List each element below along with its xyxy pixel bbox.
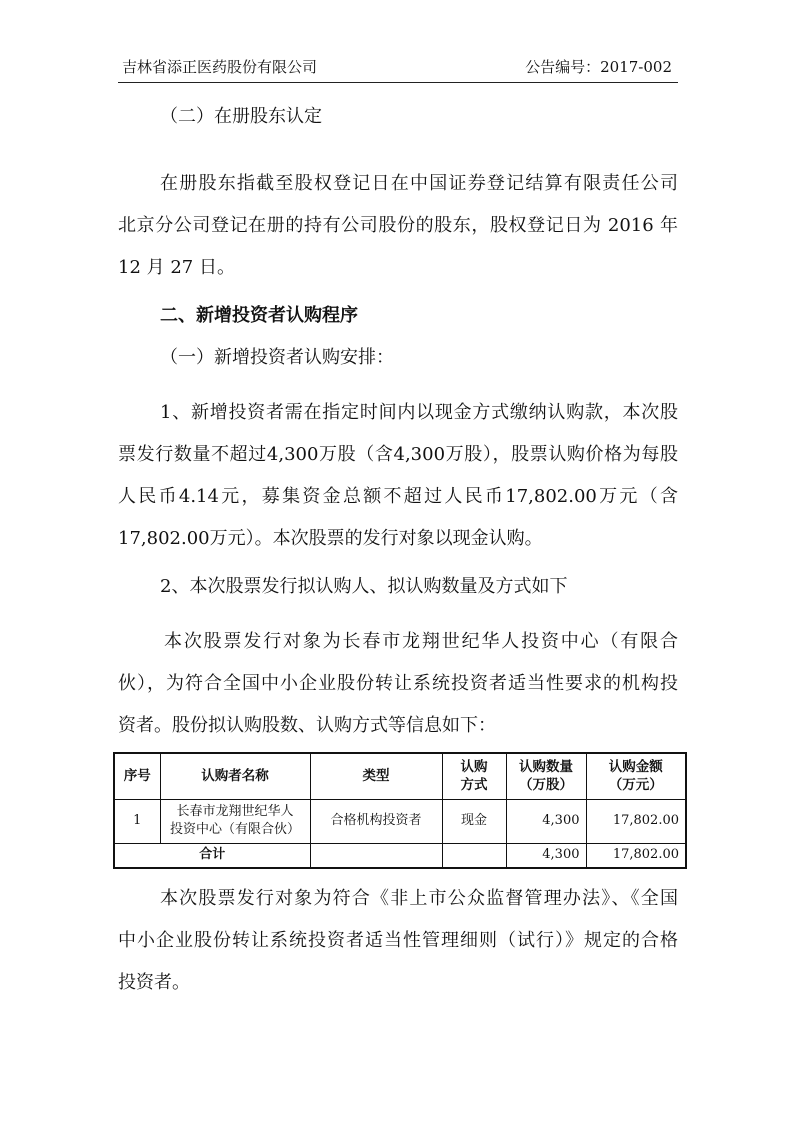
total-quantity: 4,300 xyxy=(506,843,586,868)
total-method-empty xyxy=(442,843,506,868)
item1-line-3: 人民币4.14元，募集资金总额不超过人民币17,802.00万元（含 xyxy=(118,486,678,507)
table-total-row xyxy=(114,843,686,868)
page-header xyxy=(118,56,678,83)
section-two-title: 二、新增投资者认购程序 xyxy=(160,305,358,326)
subscription-table xyxy=(113,752,685,869)
cell-seq: 1 xyxy=(114,799,160,843)
total-amount: 17,802.00 xyxy=(586,843,686,868)
subscription-arrangement-heading: （一）新增投资者认购安排： xyxy=(160,347,394,368)
item1-line-4: 17,802.00万元）。本次股票的发行对象以现金认购。 xyxy=(118,528,543,549)
header-method xyxy=(442,753,506,799)
table-row xyxy=(114,799,686,843)
closing-line-1: 本次股票发行对象为符合《非上市公众监督管理办法》、《全国 xyxy=(160,888,678,909)
header-name: 认购者名称 xyxy=(160,753,310,799)
intro-line-2: 伙），为符合全国中小企业股份转让系统投资者适当性要求的机构投 xyxy=(118,673,678,694)
item1-line-2: 票发行数量不超过4,300万股（含4,300万股），股票认购价格为每股 xyxy=(118,444,678,465)
registered-paragraph-line-2: 北京分公司登记在册的持有公司股份的股东，股权登记日为 2016 年 xyxy=(118,215,678,236)
header-amount xyxy=(586,753,686,799)
item1-line-1: 1、新增投资者需在指定时间内以现金方式缴纳认购款，本次股 xyxy=(160,402,678,423)
header-method-line-2: 方式 xyxy=(460,777,488,794)
intro-line-3: 资者。股份拟认购股数、认购方式等信息如下： xyxy=(118,715,496,736)
notice-number: 公告编号：2017-002 xyxy=(525,58,672,76)
intro-line-1: 本次股票发行对象为长春市龙翔世纪华人投资中心（有限合 xyxy=(164,631,678,652)
cell-method: 现金 xyxy=(442,799,506,843)
header-quantity-line-2: （万股） xyxy=(519,777,573,794)
header-seq: 序号 xyxy=(114,753,160,799)
total-type-empty xyxy=(310,843,442,868)
header-type: 类型 xyxy=(310,753,442,799)
registered-shareholder-heading: （二）在册股东认定 xyxy=(160,106,322,127)
item2-heading: 2、本次股票发行拟认购人、拟认购数量及方式如下 xyxy=(160,576,568,597)
cell-type: 合格机构投资者 xyxy=(310,799,442,843)
cell-name xyxy=(160,799,310,843)
company-name: 吉林省添正医药股份有限公司 xyxy=(122,58,318,76)
closing-line-2: 中小企业股份转让系统投资者适当性管理细则（试行）》规定的合格 xyxy=(118,930,678,951)
cell-name-line-2: 投资中心（有限合伙） xyxy=(169,822,300,837)
header-quantity-line-1: 认购数量 xyxy=(519,759,573,776)
table-header-row xyxy=(114,753,686,799)
cell-name-line-1: 长春市龙翔世纪华人 xyxy=(176,804,294,819)
cell-quantity: 4,300 xyxy=(506,799,586,843)
header-amount-line-2: （万元） xyxy=(608,777,663,794)
closing-line-3: 投资者。 xyxy=(118,972,190,993)
registered-paragraph-line-1: 在册股东指截至股权登记日在中国证券登记结算有限责任公司 xyxy=(160,173,678,194)
header-method-line-1: 认购 xyxy=(460,759,488,776)
cell-amount: 17,802.00 xyxy=(586,799,686,843)
header-amount-line-1: 认购金额 xyxy=(608,759,663,776)
total-label: 合计 xyxy=(114,843,310,868)
header-quantity xyxy=(506,753,586,799)
registered-paragraph-line-3: 12 月 27 日。 xyxy=(118,257,235,278)
